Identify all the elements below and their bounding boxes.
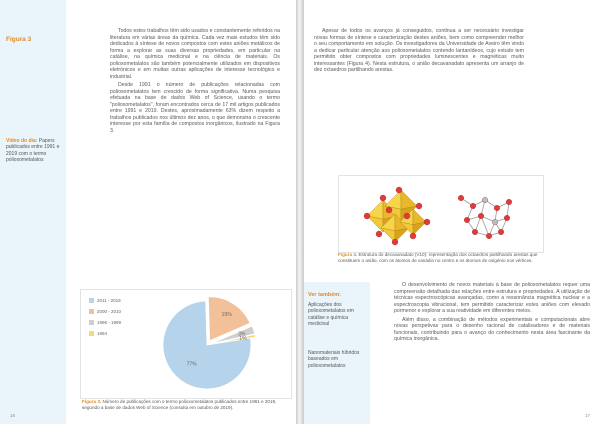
right-sidebar-note: Nanomateriais híbridos baseados em polioxometalatos bbox=[308, 350, 360, 369]
right-sidebar-title: Ver também: bbox=[308, 292, 342, 298]
chart-caption-text: Número de publicações com o termo polioxometalatos publicados entre 1991 e 2019, segundo a base de dados Web of Science (consulta em outubro de 2019). bbox=[82, 399, 277, 410]
page-number-right: 17 bbox=[584, 413, 590, 418]
oxygen-atom bbox=[486, 233, 492, 239]
pie-slice-label: 1% bbox=[239, 336, 247, 343]
left-sidebar bbox=[0, 0, 66, 424]
right-sidebar-note: Aplicações dos polioxometalatos em catálise e química medicinal bbox=[308, 302, 354, 327]
right-page bbox=[304, 0, 600, 424]
right-paragraph: O desenvolvimento de novos materiais à base de polioxometalatos requer uma compreensão detalhada das relações entre estrutura e propriedades. A utilização de técnicas espectroscópicas avançadas, como a ressonância magnética nuclear e a espectroscopia vibracional, tem permitido caracterizar estes aniões com elevado pormenor e explorar a sua reatividade em diferentes meios. bbox=[394, 282, 590, 314]
legend-label: 1994 bbox=[97, 331, 108, 336]
legend-swatch bbox=[89, 320, 94, 325]
oxygen-atom bbox=[504, 215, 510, 221]
oxygen-atom bbox=[464, 217, 470, 223]
oxygen-atom bbox=[458, 195, 464, 201]
chart-caption bbox=[82, 399, 288, 411]
left-body-text bbox=[110, 28, 280, 136]
legend-item bbox=[89, 298, 121, 303]
structure-caption-text: Estrutura do decavanadato (V10): representação dos octaedros partilhando arestas que constituem o anião, com os átomos de vanádio no centro e os átomos de oxigénio nos vértices. bbox=[338, 252, 538, 263]
left-paragraph: Todos estes trabalhos têm sido usados e constantemente referidos na literatura em várias áreas da química. Cada vez mais estudos têm sido dedicados à síntese de novos compostos com estes aniões metálicos de forma a explorar as suas diversas propriedades, em particular na catálise, na química medicinal e na ciência de materiais. Os polioxometalatos são também potencialmente utilizados em dispositivos eletrónicos e em muitas outras aplicações de interesse tecnológico e industrial. bbox=[110, 28, 280, 80]
left-page bbox=[0, 0, 296, 424]
right-bottom-text bbox=[394, 282, 590, 345]
legend-label: 2011 - 2019 bbox=[97, 298, 121, 303]
oxygen-atom bbox=[506, 199, 512, 205]
spine-gutter bbox=[296, 0, 304, 424]
structure-caption-label: Figura 4. bbox=[338, 252, 358, 257]
oxygen-atom bbox=[376, 231, 382, 237]
oxygen-atom bbox=[424, 219, 430, 225]
oxygen-atom bbox=[470, 203, 476, 209]
left-sidebar-note-text: Papers publicados entre 1991 e 2019 com o termo polioxometalatos bbox=[6, 138, 60, 163]
oxygen-atom bbox=[410, 233, 416, 239]
oxygen-atom bbox=[386, 207, 392, 213]
oxygen-atom bbox=[380, 195, 386, 201]
pie-slice-label: 3% bbox=[238, 331, 246, 338]
oxygen-atom bbox=[364, 213, 370, 219]
chart-caption-label: Figura 3. bbox=[82, 399, 102, 404]
structure-figure bbox=[338, 175, 544, 253]
decavanadate-structure bbox=[339, 176, 543, 252]
oxygen-atom bbox=[416, 203, 422, 209]
legend-swatch bbox=[89, 309, 94, 314]
oxygen-atom bbox=[482, 197, 488, 203]
pie-chart-figure bbox=[80, 289, 292, 399]
legend-item bbox=[89, 309, 121, 314]
legend-item bbox=[89, 331, 121, 336]
left-paragraph: Desde 1991 o número de publicações relacionadas com polioxometalatos tem crescido de forma significativa. Numa pesquisa efetuada na base de dados Web of Science, usando o termo "polioxometalatos", foram encontrados cerca de 17 mil artigos publicados entre 1991 e 2019. Destes, aproximadamente 63% dizem respeito a trabalhos publicados nos últimos dez anos, o que demonstra o crescente interesse por esta família de compostos inorgânicos, ilustrado na Figura 3. bbox=[110, 82, 280, 134]
oxygen-atom bbox=[396, 187, 402, 193]
legend-label: 2000 - 2010 bbox=[97, 309, 122, 314]
right-paragraph: Além disso, a combinação de métodos experimentais e computacionais abre novas perspetivas para o desenho racional de catalisadores e de materiais funcionais, contribuindo para o avanço do conhecimento nesta área fascinante da química inorgânica. bbox=[394, 316, 590, 342]
page-number-left: 16 bbox=[10, 413, 16, 418]
oxygen-atom bbox=[392, 239, 398, 245]
chart-legend bbox=[89, 298, 121, 342]
legend-swatch bbox=[89, 298, 94, 303]
oxygen-atom bbox=[404, 213, 410, 219]
left-sidebar-note-highlight: Vídeo do dia: bbox=[6, 138, 38, 144]
oxygen-atom bbox=[492, 219, 498, 225]
oxygen-atom bbox=[472, 229, 478, 235]
right-body-text bbox=[314, 28, 524, 76]
legend-label: 1995 - 1999 bbox=[97, 320, 122, 325]
left-sidebar-note bbox=[6, 138, 62, 163]
oxygen-atom bbox=[498, 229, 504, 235]
pie-slice-label: 19% bbox=[221, 312, 232, 319]
legend-swatch bbox=[89, 331, 94, 336]
pie-slice-label: 77% bbox=[186, 361, 197, 368]
structure-caption bbox=[338, 252, 543, 264]
oxygen-atom bbox=[494, 205, 500, 211]
right-paragraph: Apesar de todos os avanços já conseguidos, continua a ser necessário investigar novas formas de síntese e caracterização destes aniões, bem como compreender melhor o seu comportamento em solução. Os investigadores da Universidade de Aveiro têm vindo a dedicar particular atenção aos polioxometalatos contendo lantanídeos, cujo estudo tem permitido obter compostos com propriedades luminescentes e magnéticas muito interessantes (Figura 4). Nesta estrutura, o anião decavanadato apresenta um arranjo de dez octaedros partilhando arestas. bbox=[314, 28, 524, 73]
legend-item bbox=[89, 320, 121, 325]
pie-chart bbox=[145, 293, 265, 393]
oxygen-atom bbox=[478, 213, 484, 219]
left-sidebar-title: Figura 3 bbox=[6, 36, 32, 43]
